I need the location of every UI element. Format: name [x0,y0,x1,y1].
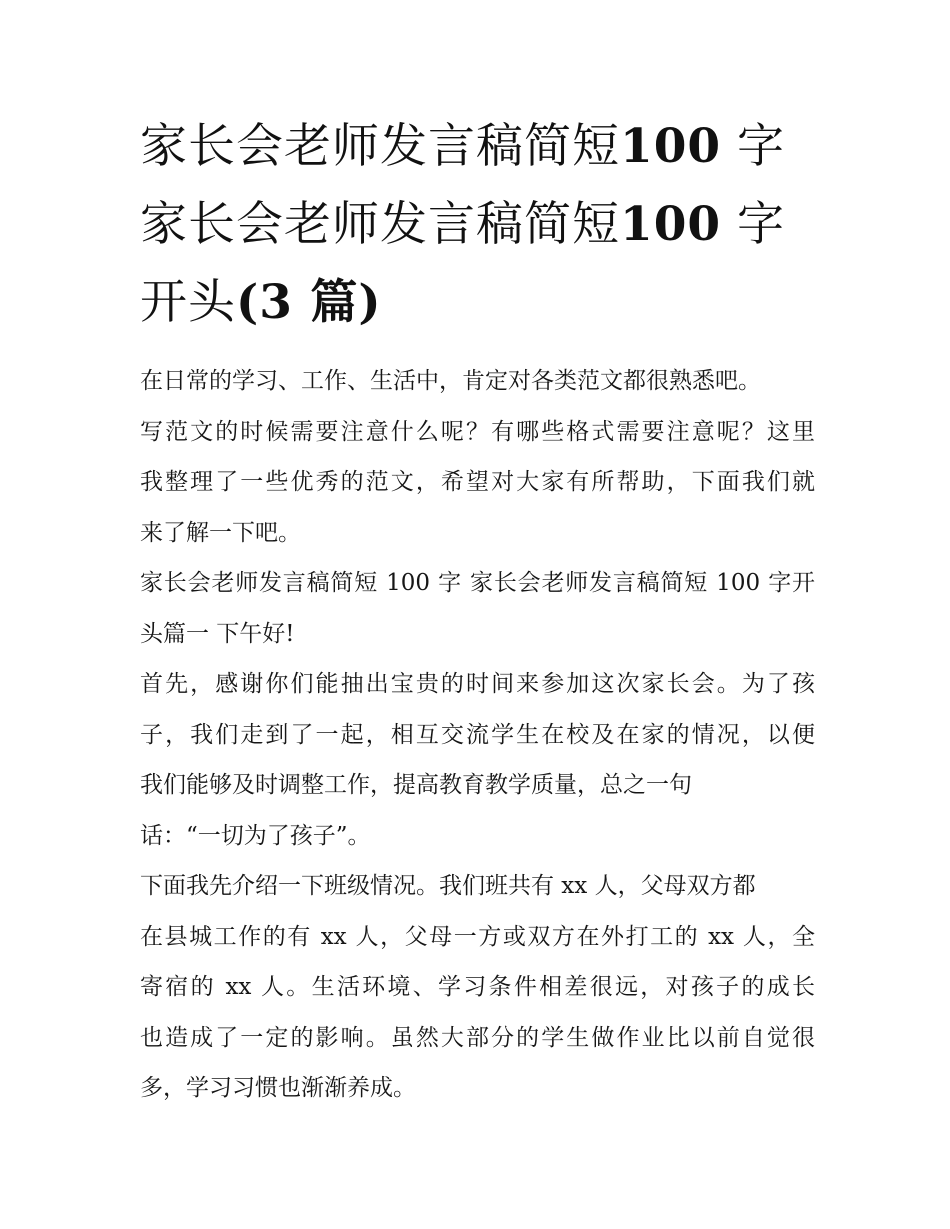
title-text: 字 [721,197,786,252]
title-line [140,108,820,186]
text-line: 来了解一下吧。 [140,519,301,546]
text-line: 写范文的时候需要注意什么呢？有哪些格式需要注意呢？这里 [140,418,815,445]
paragraph-class-info [140,861,815,1114]
text-line: 在县城工作的有 xx 人，父母一方或双方在外打工的 xx 人，全 [140,923,815,950]
title-text: 家长会老师发言稿简短 [140,119,620,174]
document-title [140,108,820,342]
title-text: 篇) [292,275,382,330]
paragraph-heading [140,558,815,659]
text-line: 在日常的学习、工作、生活中，肯定对各类范文都很熟悉吧。 [140,368,761,394]
title-number: 100 [620,119,722,174]
text-line: 多，学习习惯也渐渐养成。 [140,1075,416,1101]
title-number: (3 [236,275,293,330]
text-line: 下面我先介绍一下班级情况。我们班共有 xx 人，父母双方都 [140,873,756,899]
document-body [140,356,815,1114]
title-text: 家长会老师发言稿简短 [140,197,620,252]
text-line: 首先，感谢你们能抽出宝贵的时间来参加这次家长会。为了孩 [140,671,815,697]
title-line [140,264,820,342]
paragraph-intro [140,356,815,558]
title-text: 字 [721,119,786,174]
title-number: 100 [620,197,722,252]
text-line: 话：“一切为了孩子”。 [140,822,371,849]
paragraph-thanks [140,659,815,861]
text-line: 我们能够及时调整工作，提高教育教学质量，总之一句 [140,772,692,798]
text-line: 头篇一 下午好! [140,620,295,647]
text-line: 家长会老师发言稿简短 100 字 家长会老师发言稿简短 100 字开 [140,570,815,596]
title-text: 开头 [140,275,236,330]
text-line: 寄宿的 xx 人。生活环境、学习条件相差很远，对孩子的成长 [140,974,815,1000]
text-line: 我整理了一些优秀的范文，希望对大家有所帮助，下面我们就 [140,469,815,495]
title-line [140,186,820,264]
text-line: 也造成了一定的影响。虽然大部分的学生做作业比以前自觉很 [140,1024,815,1051]
text-line: 子，我们走到了一起，相互交流学生在校及在家的情况，以便 [140,721,815,748]
